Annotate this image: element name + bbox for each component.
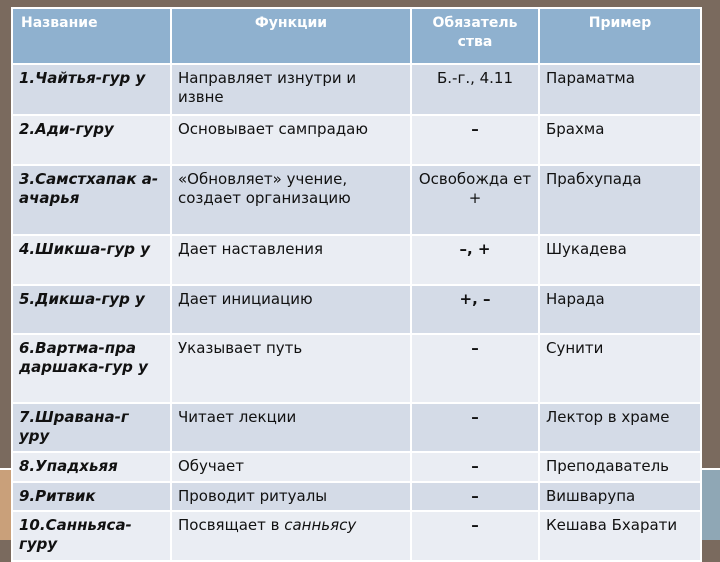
cell-example: Прабхупада [539, 165, 701, 235]
cell-example: Параматма [539, 64, 701, 115]
cell-function: Направляет изнутри и извне [171, 64, 411, 115]
cell-function [171, 511, 411, 561]
header-name: Название [12, 8, 171, 64]
guru-table [11, 7, 702, 562]
cell-name: 2.Ади-гуру [12, 115, 171, 165]
cell-obligation: –, + [411, 235, 539, 285]
cell-obligation: – [411, 482, 539, 511]
cell-name: 8.Упадхьяя [12, 452, 171, 482]
cell-example: Брахма [539, 115, 701, 165]
table-row [12, 64, 701, 115]
cell-obligation: – [411, 511, 539, 561]
cell-example: Лектор в храме [539, 403, 701, 452]
table-row [12, 452, 701, 482]
header-row [12, 8, 701, 64]
cell-example: Нарада [539, 285, 701, 334]
cell-obligation: – [411, 403, 539, 452]
cell-example: Преподаватель [539, 452, 701, 482]
decorative-block-left [0, 470, 11, 540]
cell-function-emphasis: санньясу [284, 516, 357, 534]
cell-function: Дает наставления [171, 235, 411, 285]
table-row [12, 165, 701, 235]
cell-function: Проводит ритуалы [171, 482, 411, 511]
decorative-block-right [700, 470, 720, 540]
cell-name: 3.Самстхапак а-ачарья [12, 165, 171, 235]
table-row [12, 334, 701, 403]
left-frame [0, 0, 11, 540]
cell-name: 5.Дикша-гур у [12, 285, 171, 334]
table-row [12, 403, 701, 452]
cell-function: Дает инициацию [171, 285, 411, 334]
cell-example: Кешава Бхарати [539, 511, 701, 561]
cell-name: 1.Чайтья-гур у [12, 64, 171, 115]
right-frame [700, 0, 720, 540]
cell-name: 9.Ритвик [12, 482, 171, 511]
cell-obligation: Освобожда ет + [411, 165, 539, 235]
cell-name: 4.Шикша-гур у [12, 235, 171, 285]
header-example: Пример [539, 8, 701, 64]
cell-name: 10.Санньяса- гуру [12, 511, 171, 561]
cell-example: Вишварупа [539, 482, 701, 511]
header-obligations: Обязатель ства [411, 8, 539, 64]
cell-example: Сунити [539, 334, 701, 403]
cell-obligation: Б.-г., 4.11 [411, 64, 539, 115]
header-functions: Функции [171, 8, 411, 64]
cell-obligation: +, – [411, 285, 539, 334]
table-row [12, 285, 701, 334]
cell-function: Обучает [171, 452, 411, 482]
cell-function: «Обновляет» учение, создает организацию [171, 165, 411, 235]
table-row [12, 482, 701, 511]
cell-name: 7.Шравана-г уру [12, 403, 171, 452]
cell-obligation: – [411, 334, 539, 403]
table-row [12, 115, 701, 165]
cell-function-text: Посвящает в [178, 516, 285, 534]
cell-obligation: – [411, 452, 539, 482]
cell-function: Основывает сампрадаю [171, 115, 411, 165]
table-row [12, 511, 701, 561]
table-row [12, 235, 701, 285]
cell-function: Читает лекции [171, 403, 411, 452]
cell-example: Шукадева [539, 235, 701, 285]
cell-obligation: – [411, 115, 539, 165]
cell-function: Указывает путь [171, 334, 411, 403]
cell-name: 6.Вартма-пра даршака-гур у [12, 334, 171, 403]
